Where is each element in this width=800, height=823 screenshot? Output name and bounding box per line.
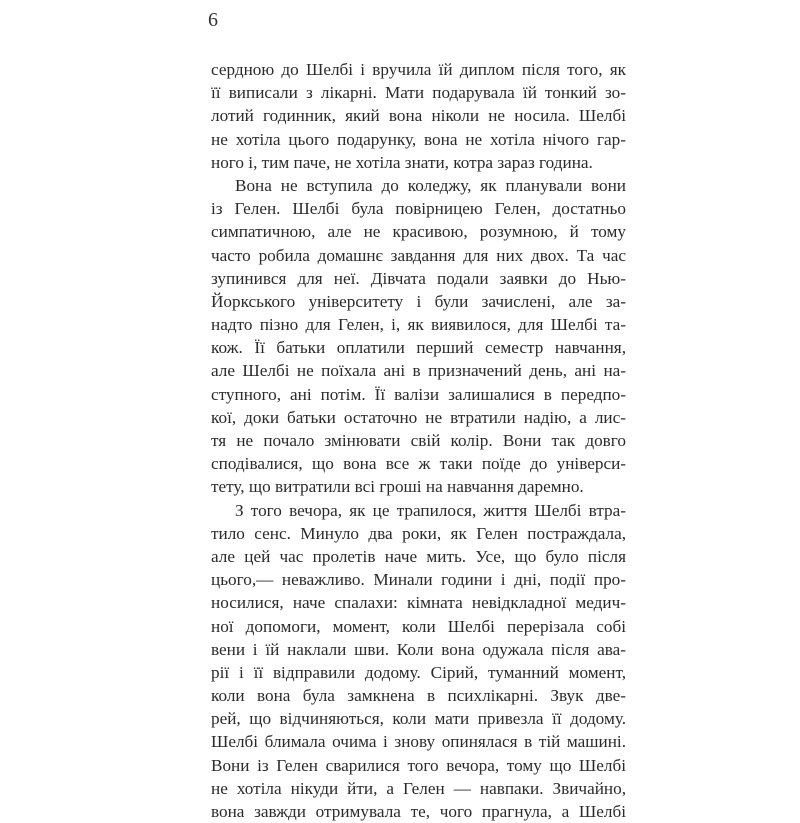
text-line: сердною до Шелбі і вручила їй диплом після того, як bbox=[211, 60, 626, 79]
text-line: З того вечора, як це трапилося, життя Шелбі втра- bbox=[235, 500, 626, 520]
text-line: Шелбі блимала очима і знову опинялася в тій машині. bbox=[211, 732, 626, 752]
text-line: ної допомоги, момент, коли Шелбі перерізала собі bbox=[211, 616, 626, 636]
text-line: але Шелбі не поїхала ані в призначений день, ані на- bbox=[211, 361, 626, 381]
text-line: тету, що витратили всі гроші на навчання даремно. bbox=[211, 477, 584, 497]
text-line: Вони із Гелен сварилися того вечора, тому що Шелбі bbox=[211, 755, 626, 775]
paragraph-1 bbox=[211, 58, 626, 174]
text-line: вона завжди отримувала те, чого прагнула, а Шелбі bbox=[211, 802, 626, 821]
body-text bbox=[211, 58, 626, 823]
text-line: рії і її відправили додому. Сірий, туманний момент, bbox=[211, 662, 626, 682]
text-line: коли вона була замкнена в психлікарні. Звук две- bbox=[211, 686, 626, 706]
text-line: її виписали з лікарні. Мати подарувала їй тонкий зо- bbox=[211, 83, 626, 103]
text-line: тя не почало змінювати свій колір. Вони так довго bbox=[211, 431, 626, 450]
text-line: не хотіла нікуди йти, а Гелен — навпаки. Звичайно, bbox=[211, 778, 626, 798]
text-line: надто пізно для Гелен, і, як виявилося, для Шелбі та- bbox=[211, 315, 626, 335]
text-line: зупинився для неї. Дівчата подали заявки до Нью- bbox=[211, 268, 626, 288]
text-line: тило сенс. Минуло два роки, як Гелен постраждала, bbox=[211, 523, 626, 543]
text-line: лотий годинник, який вона ніколи не носила. Шелбі bbox=[211, 106, 626, 126]
text-line: сподівалися, що вона все ж таки поїде до універси- bbox=[211, 454, 626, 474]
text-line: рей, що відчиняються, коли мати привезла її додому. bbox=[211, 709, 626, 729]
paragraph-3 bbox=[211, 499, 626, 823]
text-line: симпатичною, але не красивою, розумною, й тому bbox=[211, 222, 626, 242]
text-line: кої, доки батьки остаточно не втратили надію, а лис- bbox=[211, 407, 626, 427]
text-line: цього,— неважливо. Минали години і дні, події про- bbox=[211, 570, 626, 590]
text-line: Вона не вступила до коледжу, як планували вони bbox=[235, 175, 626, 195]
text-line: часто робила домашнє завдання для них двох. Та час bbox=[211, 245, 626, 265]
text-line: ного і, тим паче, не хотіла знати, котра зараз година. bbox=[211, 152, 593, 172]
text-line: із Гелен. Шелбі була повірницею Гелен, достатньо bbox=[211, 199, 626, 219]
paragraph-2 bbox=[211, 174, 626, 499]
text-line: ступного, ані потім. Її валізи залишалися в передпо- bbox=[211, 384, 626, 404]
text-line: але цей час пролетів наче мить. Усе, що було після bbox=[211, 546, 626, 566]
text-line: носилися, наче спалахи: кімната невідкладної медич- bbox=[211, 593, 626, 613]
text-line: вени і їй наклали шви. Коли вона одужала після ава- bbox=[211, 639, 626, 659]
text-line: Йоркського університету і були зачислені, але за- bbox=[211, 291, 626, 311]
page-number: 6 bbox=[208, 9, 218, 31]
text-line: кож. Її батьки оплатили перший семестр навчання, bbox=[211, 338, 626, 358]
text-line: не хотіла цього подарунку, вона не хотіла нічого гар- bbox=[211, 129, 626, 149]
